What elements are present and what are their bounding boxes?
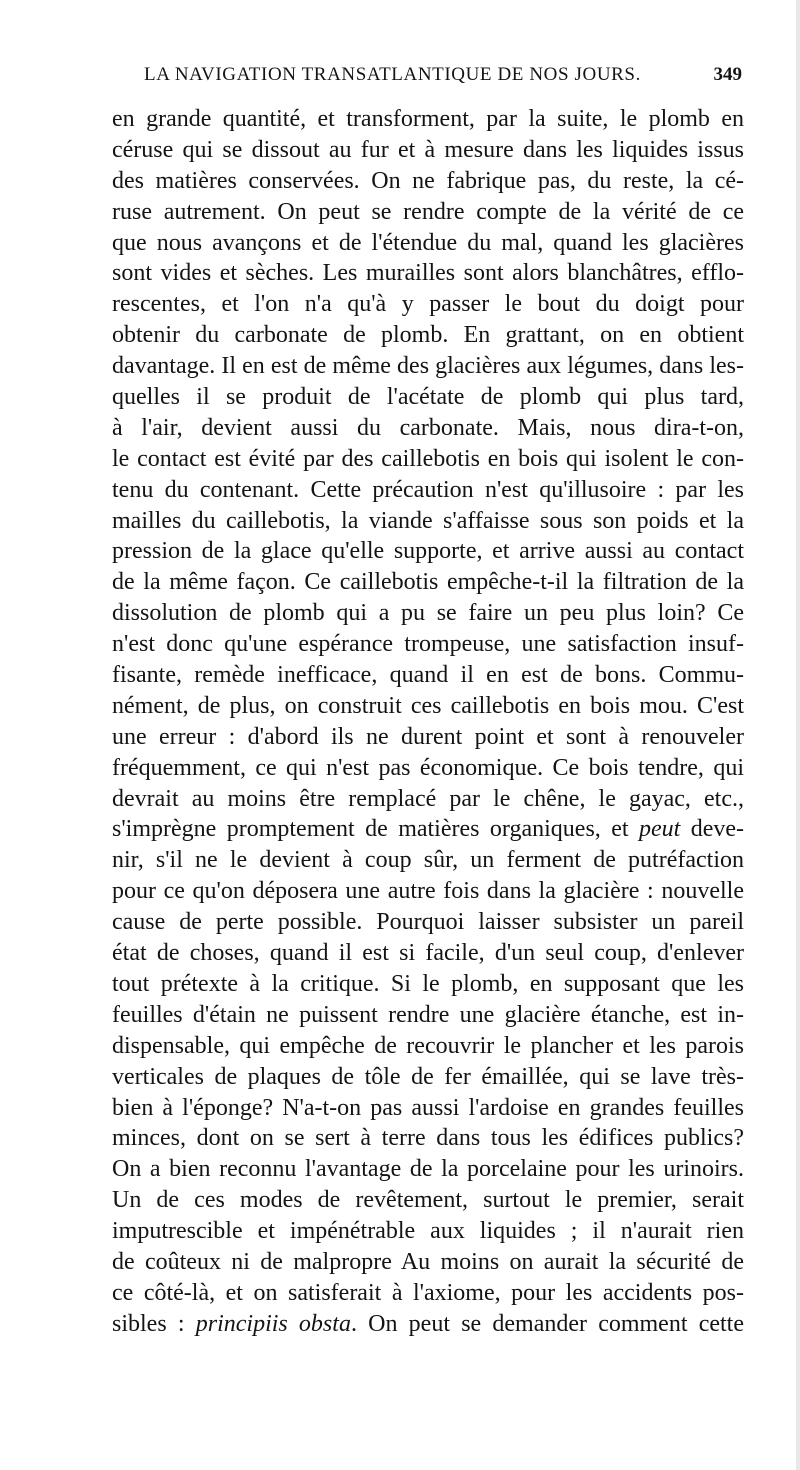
- running-title: LA NAVIGATION TRANSATLANTIQUE DE NOS JOURS.: [144, 64, 641, 85]
- text-line: pour ce qu'on déposera une autre fois dans la glacière : nouvelle: [112, 878, 744, 905]
- text-line: état de choses, quand il est si facile, d'un seul coup, d'enlever: [112, 940, 744, 967]
- italic-word: peut: [638, 816, 681, 843]
- page-edge-shadow: [796, 0, 800, 1470]
- text-line: Un de ces modes de revêtement, surtout le premier, serait: [112, 1187, 744, 1214]
- text-line: On a bien reconnu l'avantage de la porcelaine pour les urinoirs.: [112, 1156, 744, 1183]
- text-segment: deve-: [680, 816, 745, 843]
- text-line: en grande quantité, et transforment, par la suite, le plomb en: [112, 106, 744, 132]
- text-line: imputrescible et impénétrable aux liquides ; il n'aurait rien: [112, 1218, 744, 1245]
- text-line: ce côté-là, et on satisferait à l'axiome, pour les accidents pos-: [112, 1279, 744, 1306]
- text-line: nir, s'il ne le devient à coup sûr, un ferment de putréfaction: [112, 847, 744, 874]
- text-line: dissolution de plomb qui a pu se faire un peu plus loin? Ce: [112, 600, 744, 627]
- running-head: [120, 64, 742, 94]
- text-line: pression de la glace qu'elle supporte, et arrive aussi au contact: [112, 538, 744, 565]
- text-line: [112, 1309, 744, 1340]
- text-line: une erreur : d'abord ils ne durent point et sont à renouveler: [112, 723, 744, 750]
- body-text: [112, 104, 744, 1340]
- text-line: devrait au moins être remplacé par le chêne, le gayac, etc.,: [112, 785, 744, 812]
- text-line: mailles du caillebotis, la viande s'affaisse sous son poids et la: [112, 507, 744, 534]
- text-line: obtenir du carbonate de plomb. En grattant, on en obtient: [112, 322, 744, 349]
- text-line: de coûteux ni de malpropre Au moins on aurait la sécurité de: [112, 1248, 744, 1275]
- text-line: fisante, remède inefficace, quand il en est de bons. Commu-: [112, 662, 744, 689]
- text-line: cause de perte possible. Pourquoi laisser subsister un pareil: [112, 909, 744, 936]
- text-line: fréquemment, ce qui n'est pas économique. Ce bois tendre, qui: [112, 754, 744, 781]
- text-line: tout prétexte à la critique. Si le plomb, en supposant que les: [112, 970, 744, 997]
- text-line: sont vides et sèches. Les murailles sont alors blanchâtres, efflo-: [112, 260, 744, 287]
- text-line: rescentes, et l'on n'a qu'à y passer le bout du doigt pour: [112, 291, 744, 318]
- text-line: des matières conservées. On ne fabrique pas, du reste, la cé-: [112, 167, 744, 194]
- text-line: davantage. Il en est de même des glacières aux légumes, dans les-: [112, 353, 744, 380]
- text-line: dispensable, qui empêche de recouvrir le plancher et les parois: [112, 1032, 744, 1059]
- text-line: feuilles d'étain ne puissent rendre une glacière étanche, est in-: [112, 1001, 744, 1028]
- text-line: à l'air, devient aussi du carbonate. Mais, nous dira-t-on,: [112, 414, 744, 441]
- text-segment: . On peut se demander comment cette: [350, 1310, 744, 1337]
- text-line: nément, de plus, on construit ces caillebotis en bois mou. C'est: [112, 692, 744, 719]
- text-segment: s'imprègne promptement de matières organiques, et: [112, 816, 639, 843]
- text-line: tenu du contenant. Cette précaution n'est qu'illusoire : par les: [112, 476, 744, 503]
- text-line: bien à l'éponge? N'a-t-on pas aussi l'ardoise en grandes feuilles: [112, 1094, 744, 1121]
- text-line: n'est donc qu'une espérance trompeuse, une satisfaction insuf-: [112, 631, 744, 658]
- italic-phrase: principiis obsta: [195, 1310, 351, 1337]
- page-number: 349: [713, 64, 742, 85]
- text-line: [112, 814, 744, 845]
- text-line: de la même façon. Ce caillebotis empêche-t-il la filtration de la: [112, 569, 744, 596]
- text-line: minces, dont on se sert à terre dans tous les édifices publics?: [112, 1125, 744, 1152]
- text-line: quelles il se produit de l'acétate de plomb qui plus tard,: [112, 384, 744, 411]
- text-segment: sibles :: [112, 1310, 196, 1337]
- text-line: ruse autrement. On peut se rendre compte de la vérité de ce: [112, 198, 744, 225]
- text-line: verticales de plaques de tôle de fer émaillée, qui se lave très-: [112, 1063, 744, 1090]
- text-line: céruse qui se dissout au fur et à mesure dans les liquides issus: [112, 136, 744, 163]
- text-line: que nous avançons et de l'étendue du mal, quand les glacières: [112, 229, 744, 256]
- text-line: le contact est évité par des caillebotis en bois qui isolent le con-: [112, 445, 744, 472]
